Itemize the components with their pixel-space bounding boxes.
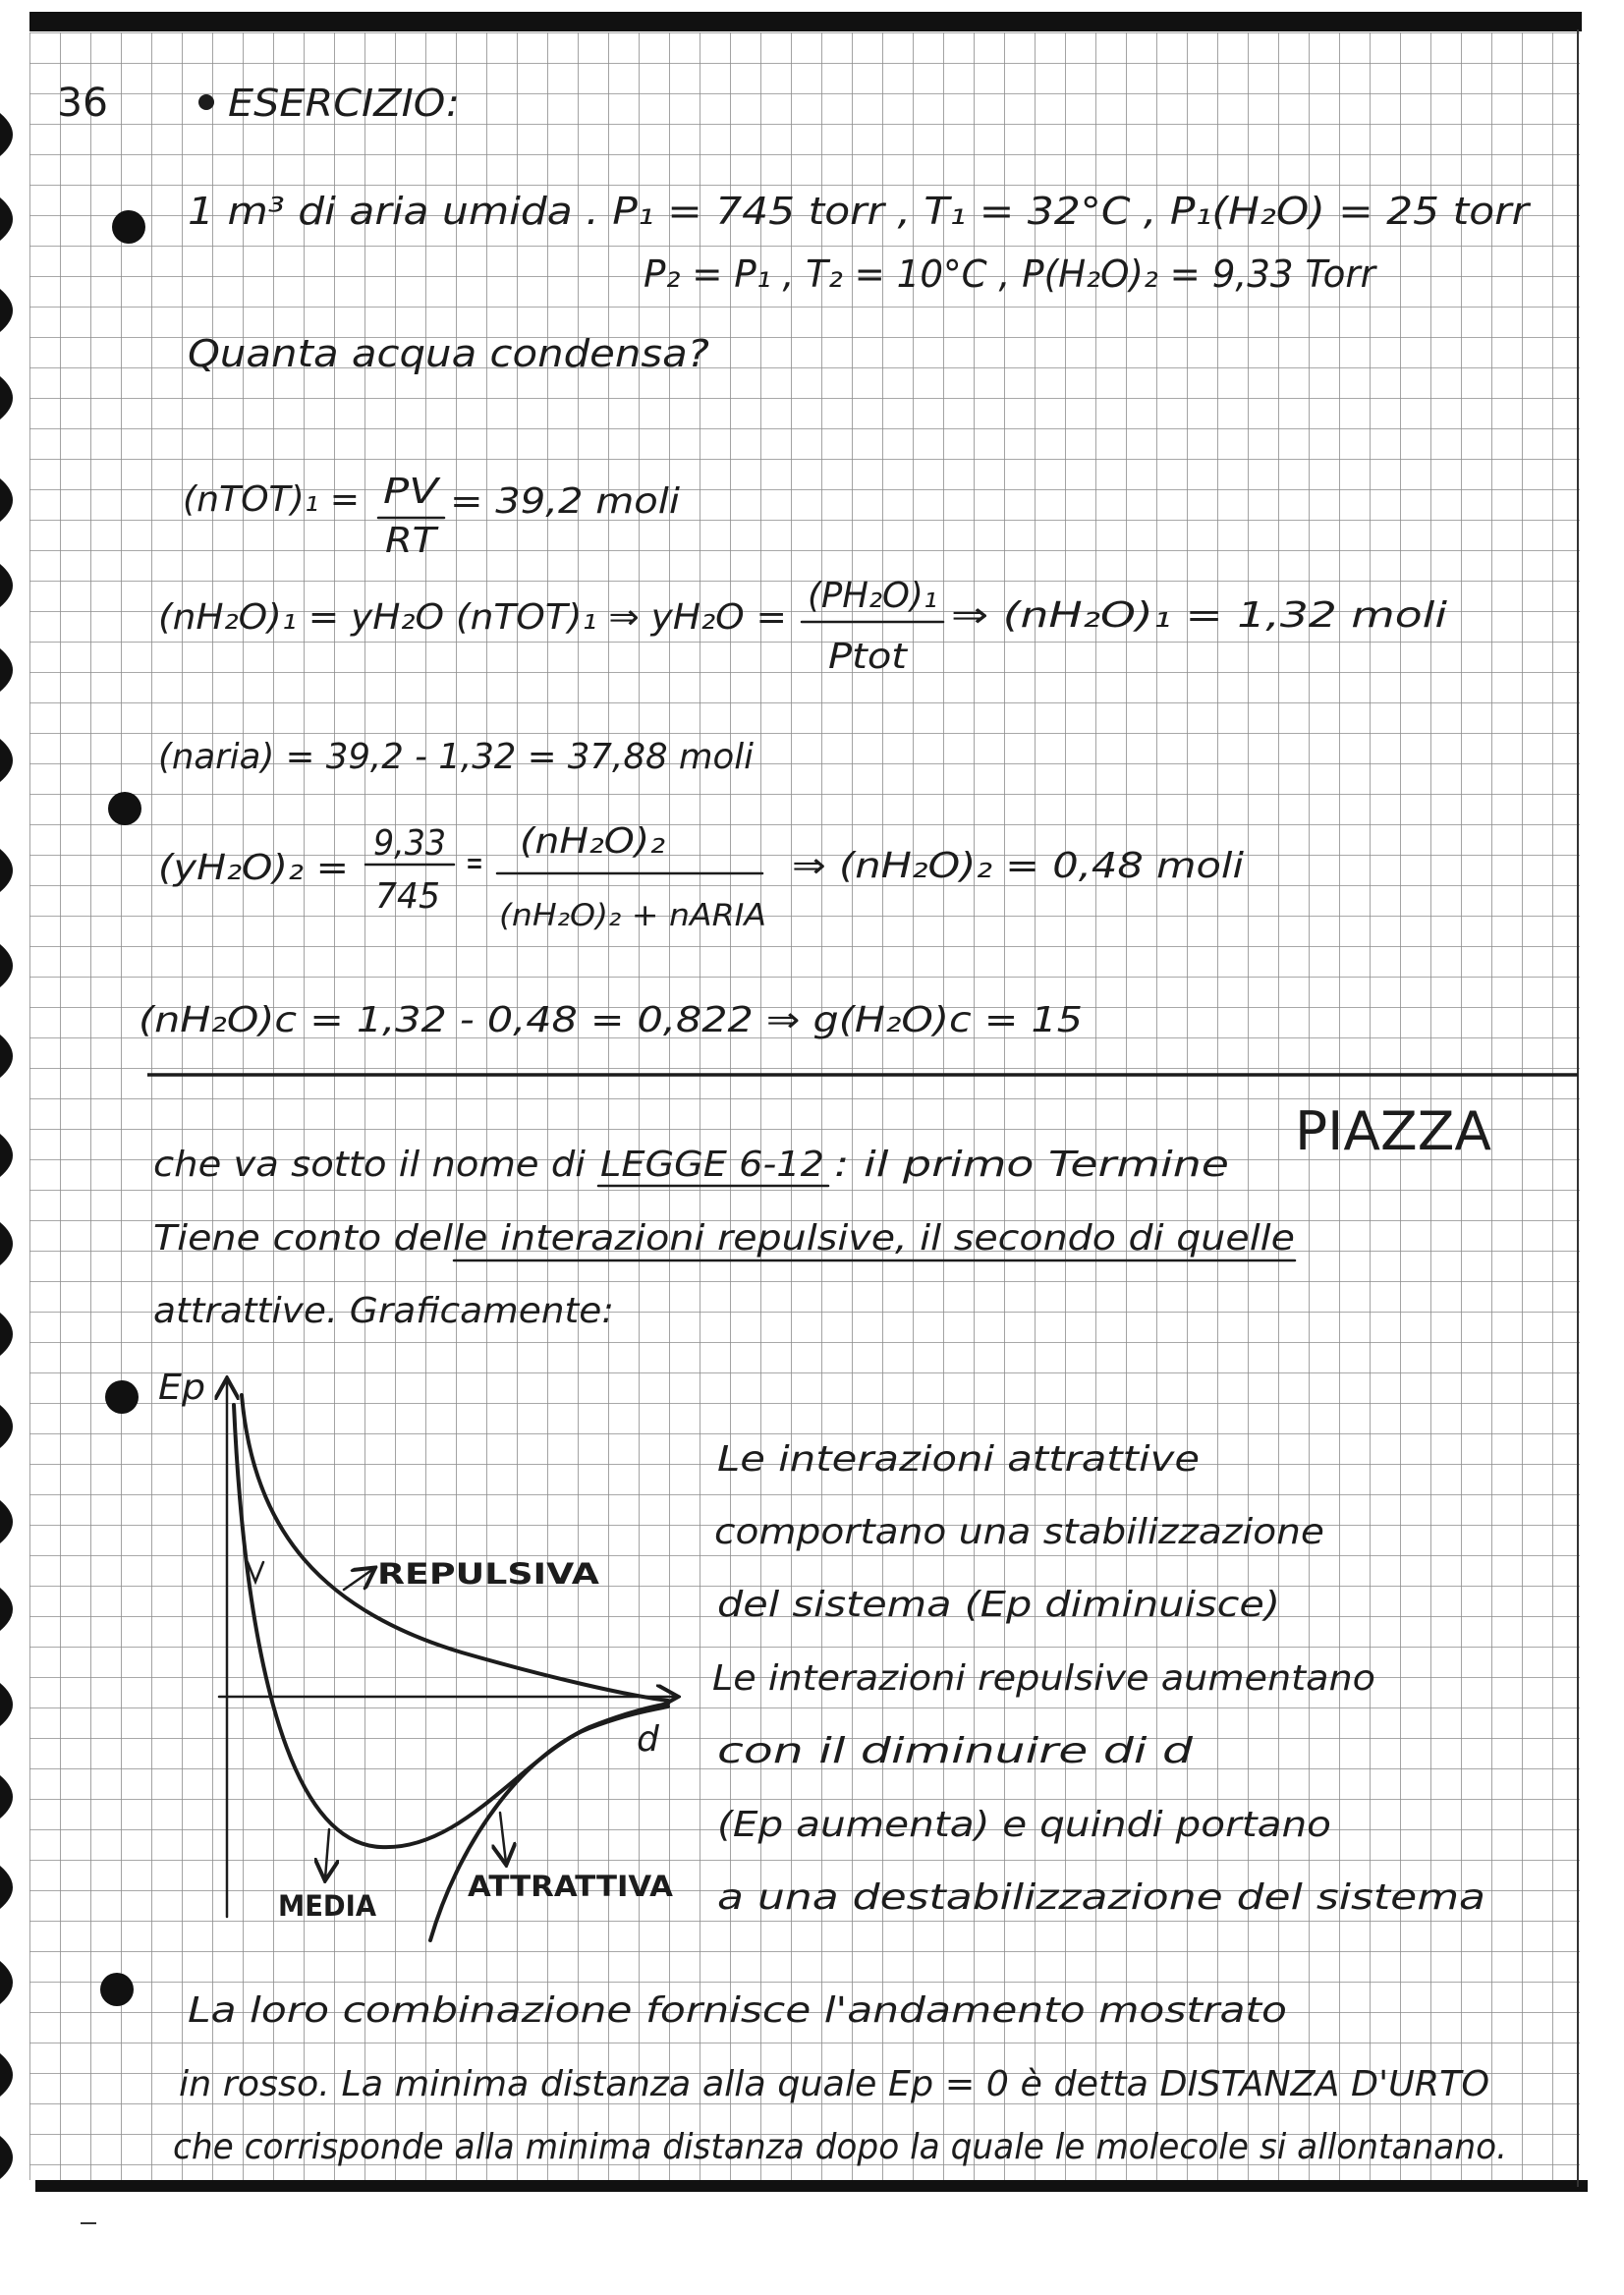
graph-note-line: Le interazioni attrattive xyxy=(717,1439,1200,1480)
eq2-numerator: (PH₂O)₁ xyxy=(808,576,937,616)
eq1-numerator: PV xyxy=(383,472,441,512)
eq2-denominator: Ptot xyxy=(828,637,910,677)
y-axis-label: Ep xyxy=(158,1368,205,1408)
theory-line-3: attrattive. Graficamente: xyxy=(153,1291,614,1331)
eq4-equals: = xyxy=(466,843,483,883)
page-number: 36 xyxy=(57,81,108,126)
section-title: ESERCIZIO: xyxy=(228,82,460,125)
margin-bullet xyxy=(100,1973,134,2006)
x-axis-label: d xyxy=(637,1719,659,1760)
conclusion-line: in rosso. La minima distanza alla quale Ep = 0 è detta DISTANZA D'URTO xyxy=(179,2064,1489,2104)
top-page-edge xyxy=(29,12,1582,31)
theory-line-1-after: : il primo Termine xyxy=(834,1145,1229,1185)
graph-note-line: Le interazioni repulsive aumentano xyxy=(712,1658,1375,1699)
eq4-denominator-1: 745 xyxy=(375,876,440,917)
conclusion-line: La loro combinazione fornisce l'andamento mostrato xyxy=(188,1990,1287,2031)
average-label: MEDIA xyxy=(278,1889,377,1923)
theory-law-name: LEGGE 6-12 xyxy=(600,1145,824,1185)
margin-bullet xyxy=(112,210,145,244)
exercise-data-line-2: P₂ = P₁ , T₂ = 10°C , P(H₂O)₂ = 9,33 Torr xyxy=(644,252,1378,296)
eq2-right: ⇒ (nH₂O)₁ = 1,32 moli xyxy=(951,595,1447,636)
eq1-denominator: RT xyxy=(385,521,440,561)
exercise-question: Quanta acqua condensa? xyxy=(188,332,709,375)
eq4-numerator-1: 9,33 xyxy=(373,823,446,864)
exercise-data-line-1: 1 m³ di aria umida . P₁ = 745 torr , T₁ = 32°C , P₁(H₂O) = 25 torr xyxy=(188,190,1532,233)
theory-line-2: Tiene conto delle interazioni repulsive, il secondo di quelle xyxy=(153,1218,1295,1259)
eq4-numerator-2: (nH₂O)₂ xyxy=(520,821,665,862)
bottom-page-edge xyxy=(35,2180,1588,2192)
attractive-label: ATTRATTIVA xyxy=(468,1870,674,1903)
conclusion-line: che corrisponde alla minima distanza dopo la quale le molecole si allontanano. xyxy=(173,2127,1507,2167)
eq1-left: (nTOT)₁ = xyxy=(183,479,360,520)
equation-5: (nH₂O)c = 1,32 - 0,48 = 0,822 ⇒ g(H₂O)c = 15 xyxy=(139,1000,1083,1040)
graph-note-line: del sistema (Ep diminuisce) xyxy=(717,1585,1280,1625)
eq4-right: ⇒ (nH₂O)₂ = 0,48 moli xyxy=(792,846,1244,886)
eq4-denominator-2: (nH₂O)₂ + nARIA xyxy=(499,898,766,933)
graph-note-line: (Ep aumenta) e quindi portano xyxy=(717,1805,1331,1845)
eq2-left: (nH₂O)₁ = yH₂O (nTOT)₁ ⇒ yH₂O = xyxy=(158,597,788,638)
graph-note-line: con il diminuire di d xyxy=(717,1731,1195,1771)
margin-bullet xyxy=(105,1380,139,1414)
graph-note-line: a una destabilizzazione del sistema xyxy=(717,1877,1485,1918)
name-tag: PIAZZA xyxy=(1295,1100,1492,1162)
title-bullet xyxy=(198,94,214,110)
equation-3: (naria) = 39,2 - 1,32 = 37,88 moli xyxy=(158,737,754,777)
repulsive-label: REPULSIVA xyxy=(377,1557,600,1591)
theory-line-1-before: che va sotto il nome di xyxy=(153,1145,586,1185)
margin-bullet xyxy=(108,792,141,825)
eq1-right: = 39,2 moli xyxy=(450,481,680,522)
eq4-left: (yH₂O)₂ = xyxy=(158,848,349,888)
graph-note-line: comportano una stabilizzazione xyxy=(714,1512,1324,1552)
